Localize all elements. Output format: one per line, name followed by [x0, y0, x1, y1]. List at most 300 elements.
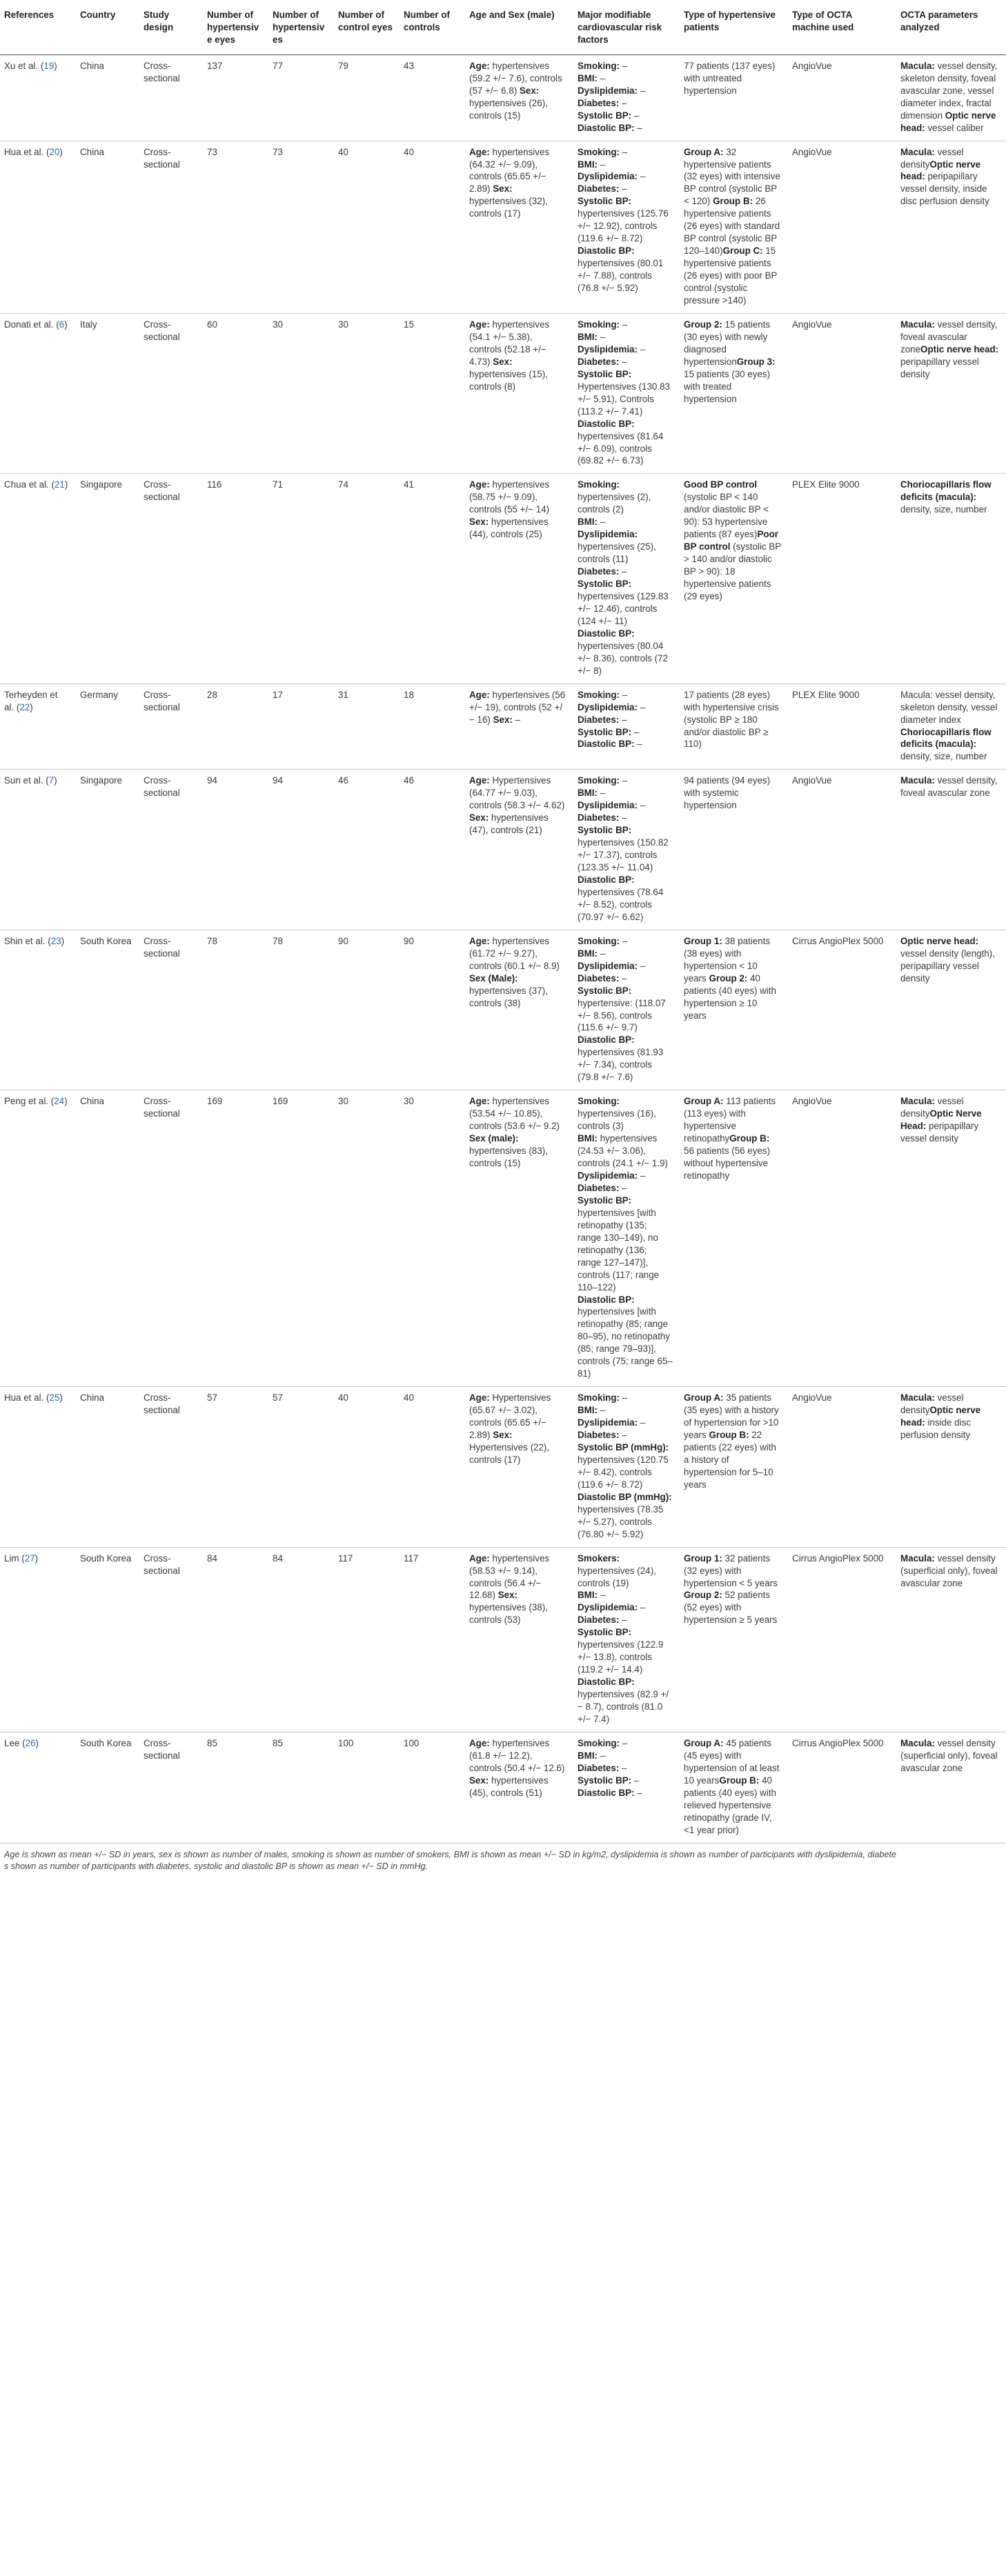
field-label: Systolic BP: [578, 825, 632, 836]
field-value: hypertensives (64.32 +/− 9.09), controls (65.65 +/− 2.89) [469, 146, 550, 194]
field-label: Macula: [900, 1096, 935, 1107]
field-value: hypertensives (58.75 +/− 9.09), controls (55 +/− 14) [469, 479, 550, 515]
field-label: Group A: [684, 1392, 724, 1404]
hypertensives-cell: 71 [268, 474, 334, 683]
citation-link[interactable]: 25 [49, 1392, 60, 1404]
octa-parameters-cell [896, 683, 1006, 770]
footnote-line-1: Age is shown as mean +/− SD in years, sex is shown as number of males, smoking is shown as number of smokers, BMI is shown as mean +/− SD in kg/m2, dyslipidemia is shown as number of participants with dyslipidemia, diabete [4, 1849, 896, 1859]
field-value: – [598, 159, 606, 170]
octa-parameters-cell [896, 1732, 1006, 1843]
field-value: – [634, 1787, 642, 1798]
column-header: Age and Sex (male) [465, 4, 573, 54]
field-label: Systolic BP: [578, 1775, 632, 1786]
column-header: Type of OCTA machine used [788, 4, 896, 54]
controls-cell: 18 [400, 683, 465, 770]
field-value: 113 patients (113 eyes) with hypertensive retinopathy [684, 1096, 776, 1144]
control-eyes-cell: 30 [334, 313, 400, 473]
column-header: Number of controls [400, 4, 465, 54]
control-eyes-cell: 40 [334, 1387, 400, 1547]
citation-link[interactable]: 27 [24, 1552, 35, 1564]
field-value: (systolic BP < 140 and/or diastolic BP < 90): 53 hypertensive patients (87 eyes) [684, 492, 769, 540]
field-label: Diabetes: [578, 972, 620, 984]
citation-link[interactable]: 21 [54, 479, 65, 490]
control-eyes-cell: 79 [334, 54, 400, 141]
reference-name: Donati et al. [4, 319, 54, 330]
field-value: – [619, 1762, 627, 1773]
field-label: Systolic BP: [578, 985, 632, 996]
reference-cell: Xu et al. (19) [0, 54, 76, 141]
field-value: – [620, 319, 628, 330]
field-label: Smoking: [578, 146, 620, 157]
field-value: – [619, 1430, 627, 1441]
field-value: – [512, 714, 521, 725]
study-design-cell: Cross-sectional [139, 1090, 203, 1387]
field-value: hypertensives (120.75 +/− 8.42), controls (119.6 +/− 8.72) [578, 1454, 669, 1490]
field-label: BMI: [578, 1405, 598, 1416]
column-header: OCTA parameters analyzed [896, 4, 1006, 54]
control-eyes-cell: 40 [334, 141, 400, 313]
octa-machine-cell: AngioVue [788, 1090, 896, 1387]
field-label: Diastolic BP: [578, 418, 635, 429]
citation-link[interactable]: 7 [48, 775, 55, 786]
field-label: Age: [469, 319, 490, 330]
reference-cell: Lee (26) [0, 1732, 76, 1843]
studies-table [0, 4, 1006, 1844]
field-label: Macula: [900, 1737, 935, 1748]
octa-parameters-cell [896, 141, 1006, 313]
field-label: Group B: [729, 1133, 770, 1144]
field-label: Group A: [684, 1737, 724, 1748]
control-eyes-cell: 30 [334, 1090, 400, 1387]
field-label: Sex: [469, 517, 489, 528]
field-value: – [598, 788, 606, 799]
hypertensives-cell: 77 [268, 54, 334, 141]
octa-machine-cell: AngioVue [788, 1387, 896, 1547]
table-row [0, 683, 1006, 770]
field-value: hypertensives (53.54 +/− 10.85), controls (53.6 +/− 9.2) [469, 1096, 560, 1132]
field-value: vessel density, skeleton density, foveal avascular zone, vessel diameter index, fractal dimension [900, 60, 998, 121]
citation-link[interactable]: 19 [43, 60, 55, 71]
field-label: Optic nerve head: [900, 1405, 981, 1428]
table-row [0, 313, 1006, 473]
table-body [0, 54, 1006, 1843]
field-label: Smoking: [578, 1096, 620, 1107]
country-cell: Singapore [76, 770, 139, 930]
table-row [0, 770, 1006, 930]
table-row [0, 54, 1006, 141]
field-label: Diastolic BP: [578, 246, 635, 257]
table-row [0, 141, 1006, 313]
field-label: Systolic BP: [578, 579, 632, 590]
hypertensive-eyes-cell: 28 [203, 683, 268, 770]
field-label: Group 2: [706, 972, 748, 984]
hypertensive-eyes-cell: 137 [203, 54, 268, 141]
table-row [0, 1547, 1006, 1732]
field-value: 22 patients (22 eyes) with a history of hypertension for 5–10 years [684, 1430, 776, 1490]
field-value: – [619, 566, 627, 577]
citation-link[interactable]: 23 [50, 935, 61, 946]
field-label: Age: [469, 1552, 490, 1564]
field-label: Diastolic BP: [578, 1787, 635, 1798]
field-label: Age: [469, 146, 490, 157]
field-label: BMI: [578, 1750, 598, 1761]
field-value: hypertensives (81.64 +/− 6.09), controls (69.82 +/− 6.73) [578, 430, 664, 466]
controls-cell: 15 [400, 313, 465, 473]
footnote-line-2: s shown as number of participants with diabetes, systolic and diastolic BP is shown as mean +/− SD in mmHg. [4, 1861, 428, 1871]
country-cell: South Korea [76, 1547, 139, 1732]
field-label: BMI: [578, 788, 598, 799]
hypertensives-cell: 73 [268, 141, 334, 313]
patient-type-cell [680, 474, 788, 683]
field-label: Sex: [517, 85, 540, 96]
field-label: Age: [469, 775, 490, 786]
hypertensives-cell: 78 [268, 930, 334, 1090]
reference-name: Terheyden et al. [4, 689, 58, 712]
hypertensive-eyes-cell: 73 [203, 141, 268, 313]
study-design-cell: Cross-sectional [139, 1732, 203, 1843]
reference-name: Hua et al. [4, 146, 44, 157]
reference-name: Lim [4, 1552, 19, 1564]
column-header: Number of hypertensive eyes [203, 4, 268, 54]
table-header [0, 4, 1006, 54]
field-value: – [638, 800, 646, 811]
octa-machine-cell: AngioVue [788, 141, 896, 313]
patient-type-cell [680, 1547, 788, 1732]
field-value: – [620, 935, 628, 946]
field-label: Smoking: [578, 1392, 620, 1404]
hypertensive-eyes-cell: 169 [203, 1090, 268, 1387]
field-value: – [638, 1602, 646, 1613]
field-label: BMI: [578, 948, 598, 959]
field-label: BMI: [578, 1590, 598, 1601]
octa-machine-cell: AngioVue [788, 54, 896, 141]
field-value: hypertensives (122.9 +/− 13.8), controls (119.2 +/− 14.4) [578, 1639, 664, 1675]
field-label: BMI: [578, 331, 598, 342]
field-label: Dyslipidemia: [578, 171, 638, 182]
age-sex-cell [465, 930, 573, 1090]
field-value: – [638, 85, 646, 96]
field-label: Age: [469, 689, 490, 700]
risk-factors-cell [573, 683, 680, 770]
field-value: hypertensives (32), controls (17) [469, 196, 548, 219]
field-value: – [620, 60, 628, 71]
field-value: hypertensives (80.04 +/− 8.36), controls (72 +/− 8) [578, 640, 669, 676]
field-label: Sex: [469, 812, 489, 823]
field-value: hypertensives (26), controls (15) [469, 97, 548, 121]
field-label: Diabetes: [578, 1182, 620, 1193]
field-value: 40 patients (40 eyes) with hypertension ≥ 10 years [684, 972, 776, 1021]
field-label: Systolic BP: [578, 196, 632, 207]
risk-factors-cell [573, 1547, 680, 1732]
field-value: – [638, 960, 646, 971]
reference-name: Peng et al. [4, 1096, 49, 1107]
field-label: Diastolic BP (mmHg): [578, 1491, 672, 1502]
field-value: – [598, 331, 606, 342]
field-label: Sex (male): [469, 1133, 519, 1144]
field-value: Hypertensives (130.83 +/− 5.91), Controls (113.2 +/− 7.41) [578, 381, 670, 417]
field-value: inside disc perfusion density [900, 1417, 971, 1441]
field-value: hypertensives (58.53 +/− 9.14), controls (56.4 +/− 12.68) [469, 1552, 550, 1601]
field-value: hypertensives (81.93 +/− 7.34), controls (79.8 +/− 7.6) [578, 1047, 664, 1083]
column-header: Number of hypertensives [268, 4, 334, 54]
field-value: vessel density (superficial only), foveal avascular zone [900, 1552, 998, 1588]
field-value: – [638, 343, 646, 355]
table-row [0, 1732, 1006, 1843]
study-design-cell: Cross-sectional [139, 474, 203, 683]
field-value: 38 patients (38 eyes) with hypertension < 10 years [684, 935, 771, 984]
study-design-cell: Cross-sectional [139, 770, 203, 930]
age-sex-cell [465, 141, 573, 313]
control-eyes-cell: 31 [334, 683, 400, 770]
field-label: BMI: [578, 1133, 598, 1144]
patient-type-cell [680, 683, 788, 770]
hypertensives-cell: 57 [268, 1387, 334, 1547]
reference-cell: Hua et al. (25) [0, 1387, 76, 1547]
octa-parameters-cell [896, 54, 1006, 141]
field-label: Systolic BP (mmHg): [578, 1441, 669, 1452]
field-value: – [619, 356, 627, 367]
field-label: Diabetes: [578, 714, 620, 725]
field-label: Age: [469, 60, 490, 71]
patient-type-cell [680, 930, 788, 1090]
reference-cell: Sun et al. (7) [0, 770, 76, 930]
field-value: 17 patients (28 eyes) with hypertensive crisis (systolic BP ≥ 180 and/or diastolic BP ≥ 110) [684, 689, 779, 750]
field-label: Age: [469, 479, 490, 490]
field-value: – [619, 1182, 627, 1193]
field-value: – [620, 775, 628, 786]
field-value: (systolic BP > 140 and/or diastolic BP > 90): 18 hypertensive patients (29 eyes) [684, 541, 781, 601]
field-label: Group A: [684, 1096, 724, 1107]
field-value: – [598, 1590, 606, 1601]
field-label: Systolic BP: [578, 1195, 632, 1206]
field-label: Good BP control [684, 479, 758, 490]
column-header: Study design [139, 4, 203, 54]
hypertensive-eyes-cell: 85 [203, 1732, 268, 1843]
field-label: Group B: [710, 196, 753, 207]
field-label: Optic nerve head: [900, 935, 979, 946]
field-label: Group C: [722, 246, 763, 257]
field-value: – [619, 97, 627, 108]
octa-parameters-cell [896, 1090, 1006, 1387]
reference-cell: Hua et al. (20) [0, 141, 76, 313]
field-label: Group 3: [736, 356, 776, 367]
patient-type-cell [680, 1387, 788, 1547]
reference-name: Sun et al. [4, 775, 43, 786]
age-sex-cell [465, 313, 573, 473]
reference-cell: Donati et al. (6) [0, 313, 76, 473]
study-design-cell: Cross-sectional [139, 1387, 203, 1547]
field-value: vessel density [900, 1096, 964, 1119]
field-value: 40 patients (40 eyes) with relieved hypertensive retinopathy (grade IV, <1 year prior) [684, 1775, 776, 1835]
field-label: Group 2: [684, 1590, 722, 1601]
field-value: hypertensives (45), controls (51) [469, 1775, 549, 1798]
country-cell: China [76, 141, 139, 313]
octa-machine-cell: Cirrus AngioPlex 5000 [788, 1732, 896, 1843]
field-value: hypertensive: (118.07 +/− 8.56), controls (115.6 +/− 9.7) [578, 997, 666, 1033]
field-value: hypertensives (61.8 +/− 12.2), controls (50.4 +/− 12.6) [469, 1737, 565, 1773]
field-label: Diabetes: [578, 1430, 620, 1441]
field-value: – [619, 1615, 627, 1626]
field-label: Smoking: [578, 60, 620, 71]
risk-factors-cell [573, 1090, 680, 1387]
octa-parameters-cell [896, 1387, 1006, 1547]
field-value: hypertensives (150.82 +/− 17.37), controls (123.35 +/− 11.04) [578, 837, 669, 873]
risk-factors-cell [573, 930, 680, 1090]
country-cell: China [76, 54, 139, 141]
field-value: – [598, 1405, 606, 1416]
field-value: hypertensives (24), controls (19) [578, 1565, 656, 1588]
country-cell: China [76, 1387, 139, 1547]
controls-cell: 40 [400, 1387, 465, 1547]
age-sex-cell [465, 1090, 573, 1387]
field-label: Sex: [469, 1775, 489, 1786]
field-label: Smoking: [578, 319, 620, 330]
patient-type-cell [680, 54, 788, 141]
risk-factors-cell [573, 313, 680, 473]
risk-factors-cell [573, 1732, 680, 1843]
field-label: Diastolic BP: [578, 1677, 635, 1688]
column-header: Major modifiable cardiovascular risk factors [573, 4, 680, 54]
octa-machine-cell: Cirrus AngioPlex 5000 [788, 1547, 896, 1732]
field-value: – [598, 1750, 606, 1761]
age-sex-cell [465, 1732, 573, 1843]
table-footnote [0, 1844, 1006, 1873]
patient-type-cell [680, 770, 788, 930]
table-row [0, 1090, 1006, 1387]
citation-link[interactable]: 20 [49, 146, 60, 157]
field-value: hypertensives (47), controls (21) [469, 812, 549, 836]
reference-cell: Chua et al. (21) [0, 474, 76, 683]
field-value: density, size, number [900, 504, 987, 515]
field-label: Dyslipidemia: [578, 1417, 638, 1428]
field-value: hypertensives (15), controls (8) [469, 368, 548, 392]
field-value: 56 patients (56 eyes) without hypertensive retinopathy [684, 1146, 771, 1181]
study-design-cell: Cross-sectional [139, 141, 203, 313]
field-label: Age: [469, 1392, 490, 1404]
age-sex-cell [465, 770, 573, 930]
risk-factors-cell [573, 1387, 680, 1547]
octa-parameters-cell [896, 770, 1006, 930]
reference-cell: Terheyden et al. (22) [0, 683, 76, 770]
field-label: Dyslipidemia: [578, 85, 638, 96]
study-design-cell: Cross-sectional [139, 54, 203, 141]
field-value: 15 patients (30 eyes) with newly diagnosed hypertension [684, 319, 771, 367]
reference-cell: Lim (27) [0, 1547, 76, 1732]
table-row [0, 930, 1006, 1090]
field-value: Hypertensives (22), controls (17) [469, 1441, 550, 1465]
field-value: vessel density (superficial only), foveal avascular zone [900, 1737, 998, 1773]
citation-link[interactable]: 6 [59, 319, 65, 330]
hypertensive-eyes-cell: 78 [203, 930, 268, 1090]
controls-cell: 40 [400, 141, 465, 313]
field-value: hypertensives (24.53 +/− 3.06), controls (24.1 +/− 1.9) [578, 1133, 669, 1169]
field-value: vessel density [900, 146, 964, 170]
reference-name: Chua et al. [4, 479, 49, 490]
field-label: Smoking: [578, 1737, 620, 1748]
field-label: Poor BP control [684, 529, 778, 552]
hypertensives-cell: 84 [268, 1547, 334, 1732]
field-label: Dyslipidemia: [578, 1170, 638, 1181]
citation-link[interactable]: 24 [54, 1096, 65, 1107]
country-cell: Germany [76, 683, 139, 770]
field-value: – [620, 1392, 628, 1404]
field-label: Macula: [900, 1552, 935, 1564]
field-label: Sex (Male): [469, 972, 518, 984]
field-label: Optic Nerve Head: [900, 1108, 982, 1132]
reference-name: Xu et al. [4, 60, 39, 71]
octa-machine-cell: AngioVue [788, 770, 896, 930]
country-cell: China [76, 1090, 139, 1387]
field-label: Diabetes: [578, 1615, 620, 1626]
field-label: Dyslipidemia: [578, 701, 638, 712]
octa-machine-cell: Cirrus AngioPlex 5000 [788, 930, 896, 1090]
citation-link[interactable]: 22 [19, 701, 30, 712]
field-label: Diabetes: [578, 183, 620, 194]
field-value: 45 patients (45 eyes) with hypertension of at least 10 years [684, 1737, 780, 1786]
field-label: Group 1: [684, 935, 722, 946]
field-label: Smoking: [578, 935, 620, 946]
field-label: Smokers: [578, 1552, 620, 1564]
control-eyes-cell: 46 [334, 770, 400, 930]
field-value: – [638, 171, 646, 182]
field-label: Diastolic BP: [578, 1035, 635, 1046]
reference-name: Shin et al. [4, 935, 46, 946]
field-label: Group 1: [684, 1552, 722, 1564]
hypertensive-eyes-cell: 57 [203, 1387, 268, 1547]
study-design-cell: Cross-sectional [139, 313, 203, 473]
field-value: peripapillary vessel density [900, 1121, 979, 1144]
field-label: Dyslipidemia: [578, 1602, 638, 1613]
controls-cell: 46 [400, 770, 465, 930]
field-value: hypertensives (56 +/− 19), controls (52 +/− 16) [469, 689, 566, 725]
hypertensives-cell: 30 [268, 313, 334, 473]
controls-cell: 90 [400, 930, 465, 1090]
field-label: Smoking: [578, 775, 620, 786]
column-header: References [0, 4, 76, 54]
field-value: – [638, 1170, 646, 1181]
field-label: Age: [469, 1096, 490, 1107]
field-value: vessel density, foveal avascular zone [900, 319, 998, 355]
field-label: Sex: [490, 714, 513, 725]
field-label: Systolic BP: [578, 1627, 632, 1638]
risk-factors-cell [573, 141, 680, 313]
field-label: Macula: [900, 1392, 935, 1404]
field-value: – [598, 517, 606, 528]
study-design-cell: Cross-sectional [139, 1547, 203, 1732]
octa-machine-cell: AngioVue [788, 313, 896, 473]
octa-parameters-cell [896, 1547, 1006, 1732]
hypertensives-cell: 169 [268, 1090, 334, 1387]
controls-cell: 100 [400, 1732, 465, 1843]
table-row [0, 1387, 1006, 1547]
field-value: hypertensives (80.01 +/− 7.88), controls (76.8 +/− 5.92) [578, 258, 664, 294]
field-value: hypertensives (25), controls (11) [578, 541, 656, 565]
field-label: Optic nerve head: [900, 159, 981, 182]
field-value: peripapillary vessel density, inside disc perfusion density [900, 171, 989, 207]
field-value: hypertensives (78.64 +/− 8.52), controls (70.97 +/− 6.62) [578, 886, 664, 922]
field-value: hypertensives (129.83 +/− 12.46), controls (124 +/− 11) [578, 590, 669, 626]
field-label: Group 2: [684, 319, 722, 330]
octa-parameters-cell [896, 313, 1006, 473]
field-value: Macula: vessel density, skeleton density, vessel diameter index [900, 689, 998, 725]
country-cell: South Korea [76, 1732, 139, 1843]
field-label: Choriocapillaris flow deficits (macula): [900, 479, 992, 503]
citation-link[interactable]: 26 [25, 1737, 36, 1748]
field-label: Smoking: [578, 479, 620, 490]
field-value: – [634, 739, 642, 750]
age-sex-cell [465, 1547, 573, 1732]
field-value: hypertensives (38), controls (53) [469, 1602, 548, 1626]
